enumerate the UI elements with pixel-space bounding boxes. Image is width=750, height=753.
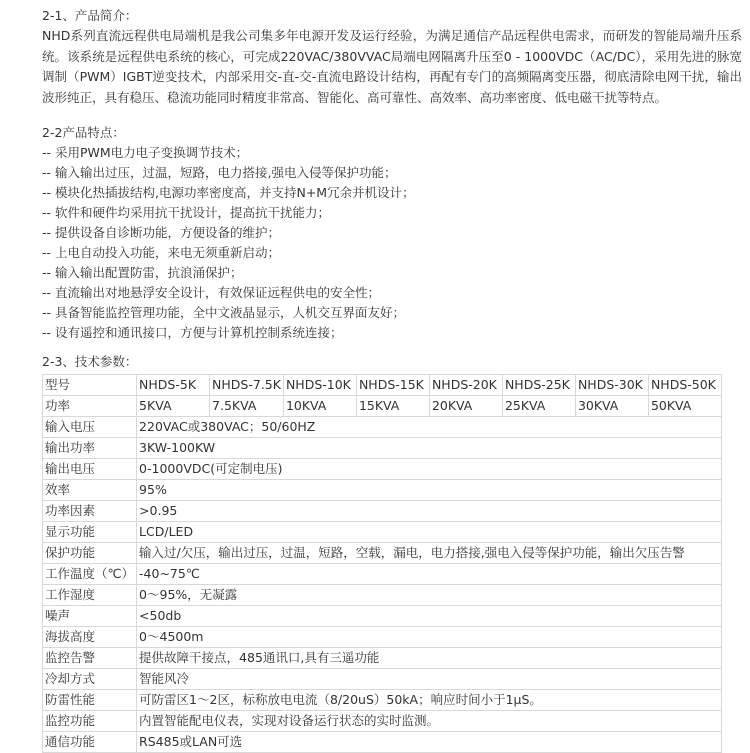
table-row (43, 438, 722, 459)
table-row (43, 501, 722, 522)
power-cell: 50KVA (648, 396, 721, 417)
power-cell: 20KVA (429, 396, 502, 417)
spec-value: 输入过/欠压，输出过压，过温，短路，空载，漏电，电力搭接,强电入侵等保护功能，输出欠压告警 (137, 543, 722, 564)
feature-item: -- 输入输出配置防雷，抗浪涌保护； (42, 265, 243, 280)
table-row-model (43, 375, 722, 396)
power-cell: 30KVA (575, 396, 648, 417)
table-row (43, 480, 722, 501)
spec-label: 监控告警 (43, 648, 137, 669)
table-row (43, 627, 722, 648)
table-row (43, 564, 722, 585)
table-row-power (43, 396, 722, 417)
feature-item: -- 具备智能监控管理功能，全中文液晶显示，人机交互界面友好； (42, 305, 405, 320)
table-row (43, 459, 722, 480)
spec-label: 功率因素 (43, 501, 137, 522)
power-cell: 10KVA (283, 396, 356, 417)
spec-label: 输出功率 (43, 438, 137, 459)
table-row (43, 585, 722, 606)
spec-value: -40~75℃ (137, 564, 722, 585)
spec-label: 防雷性能 (43, 690, 137, 711)
spec-value: 智能风冷 (137, 669, 722, 690)
section-title-specs: 2-3、技术参数： (42, 354, 138, 369)
table-row (43, 648, 722, 669)
power-cell: 5KVA (137, 396, 210, 417)
spec-value: LCD/LED (137, 522, 722, 543)
model-cell: NHDS-5K (137, 375, 210, 396)
feature-item: -- 上电自动投入功能，来电无须重新启动； (42, 245, 280, 260)
feature-item: -- 提供设备自诊断功能，方便设备的维护； (42, 225, 280, 240)
model-cell: NHDS-15K (356, 375, 429, 396)
model-cell: NHDS-50K (648, 375, 721, 396)
product-intro-paragraph: NHD系列直流远程供电局端机是我公司集多年电源开发及运行经验，为满足通信产品远程供电需求，而研发的智能局端升压系统。该系统是远程供电系统的核心，可完成220VAC/380VVAC局端电网隔离升压至0 - 1000VDC（AC/DC），采用先进的脉宽调制（PWM）IGBT逆变技术，内部采用交-直-交-直流电路设计结构，再配有专门的高频隔离变压器，彻底清除电网干扰，输出波形纯正，具有稳压、稳流功能同时精度非常高、智能化、高可靠性、高效率、高功率密度、低电磁干扰等特点。 (42, 28, 742, 105)
spec-value: 0～4500m (137, 627, 722, 648)
spec-value: 提供故障干接点，485通讯口,具有三遥功能 (137, 648, 722, 669)
section-title-intro: 2-1、产品简介： (42, 8, 138, 23)
spec-label: 输入电压 (43, 417, 137, 438)
spec-value: RS485或LAN可选 (137, 732, 722, 753)
spec-label: 冷却方式 (43, 669, 137, 690)
spec-value: >0.95 (137, 501, 722, 522)
feature-item: -- 设有遥控和通讯接口，方便与计算机控制系统连接； (42, 325, 343, 340)
spec-value: 可防雷区1～2区，标称放电电流（8/20uS）50kA；响应时间小于1μS。 (137, 690, 722, 711)
table-row (43, 690, 722, 711)
spec-label: 工作湿度 (43, 585, 137, 606)
spec-label: 工作温度（℃） (43, 564, 137, 585)
spec-value: <50db (137, 606, 722, 627)
section-title-features: 2-2产品特点： (42, 125, 125, 140)
feature-item: -- 模块化热插拔结构,电源功率密度高，并支持N+M冗余并机设计； (42, 185, 415, 200)
spec-label: 效率 (43, 480, 137, 501)
spec-label: 保护功能 (43, 543, 137, 564)
spec-label: 海拔高度 (43, 627, 137, 648)
model-cell: NHDS-25K (502, 375, 575, 396)
model-cell: NHDS-20K (429, 375, 502, 396)
table-row (43, 417, 722, 438)
spec-value: 3KW-100KW (137, 438, 722, 459)
spec-value: 内置智能配电仪表，实现对设备运行状态的实时监测。 (137, 711, 722, 732)
table-row (43, 543, 722, 564)
spec-table (42, 374, 722, 753)
spec-label: 输出电压 (43, 459, 137, 480)
model-cell: NHDS-10K (283, 375, 356, 396)
feature-item: -- 软件和硬件均采用抗干扰设计，提高抗干扰能力； (42, 205, 330, 220)
table-row (43, 522, 722, 543)
spec-label: 通信功能 (43, 732, 137, 753)
table-row (43, 711, 722, 732)
model-cell: NHDS-7.5K (210, 375, 284, 396)
feature-item: -- 输入输出过压，过温，短路，电力搭接,强电入侵等保护功能； (42, 165, 397, 180)
power-cell: 15KVA (356, 396, 429, 417)
spec-value: 220VAC或380VAC；50/60HZ (137, 417, 722, 438)
spec-label: 监控功能 (43, 711, 137, 732)
model-cell: NHDS-30K (575, 375, 648, 396)
power-cell: 7.5KVA (210, 396, 284, 417)
model-label: 型号 (43, 375, 137, 396)
spec-value: 95% (137, 480, 722, 501)
feature-item: -- 直流输出对地悬浮安全设计，有效保证远程供电的安全性； (42, 285, 380, 300)
power-cell: 25KVA (502, 396, 575, 417)
spec-value: 0-1000VDC(可定制电压) (137, 459, 722, 480)
spec-label: 噪声 (43, 606, 137, 627)
feature-item: -- 采用PWM电力电子变换调节技术； (42, 145, 249, 160)
table-row (43, 732, 722, 753)
power-label: 功率 (43, 396, 137, 417)
spec-label: 显示功能 (43, 522, 137, 543)
spec-value: 0～95%，无凝露 (137, 585, 722, 606)
table-row (43, 606, 722, 627)
table-row (43, 669, 722, 690)
